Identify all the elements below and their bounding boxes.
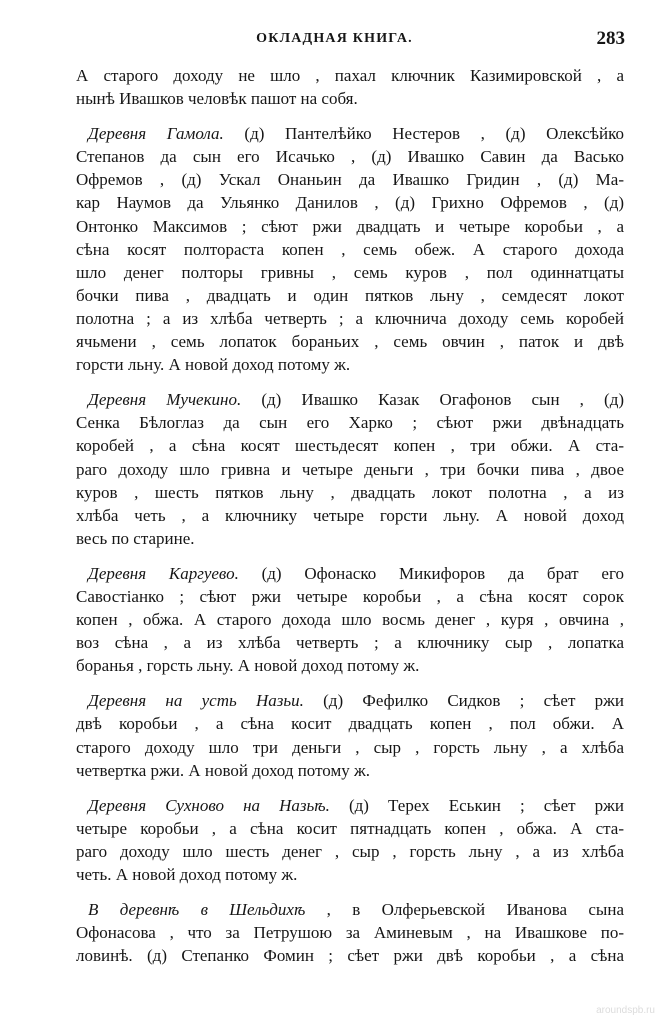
text-line: воз сѣна , а из хлѣба четверть ; а ключнику сыр , лопатка: [76, 633, 624, 653]
text-line: А старого доходу не шло , пахал ключник Казимировской , а: [76, 66, 624, 85]
text-line: [76, 794, 624, 817]
place-name: Деревня Сухново на Назьѣ.: [88, 795, 330, 815]
text-fragment: (д) Офонаско Микифоров да брат его: [238, 563, 624, 583]
paragraph: [76, 562, 624, 677]
text-fragment: (д) Терех Еськин ; сѣет ржи: [329, 795, 625, 815]
running-head: [0, 28, 669, 50]
text-line: нынѣ Ивашков человѣк пашот на собя.: [76, 89, 358, 109]
text-line: ячьмени , семь лопаток бораньих , семь овчин , паток и двѣ: [76, 332, 624, 352]
paragraph: [76, 388, 624, 550]
page-number: 283: [596, 28, 625, 49]
text-fragment: (д) Фефилко Сидков ; сѣет ржи: [303, 691, 624, 711]
paragraph: [76, 64, 624, 110]
body-text: [76, 64, 624, 967]
text-line: [76, 689, 624, 712]
text-line: шло денег полторы гривны , семь куров , пол одиннатцаты: [76, 262, 624, 282]
text-fragment: (д) Ивашко Казак Огафонов сын , (д): [241, 390, 624, 410]
place-name: Деревня Гамола.: [88, 124, 224, 144]
text-line: ловинѣ. (д) Степанко Фомин ; сѣет ржи двѣ коробьи , а сѣна: [76, 946, 624, 966]
text-line: бочки пива , двадцать и один пятков льну , семдесят локот: [76, 285, 624, 305]
text-line: весь по старине.: [76, 528, 195, 548]
text-line: раго доходу шло шесть денег , сыр , горсть льну , а из хлѣба: [76, 841, 624, 861]
text-line: Офремов , (д) Ускал Онаньин да Ивашко Гридин , (д) Ма-: [76, 170, 624, 190]
text-line: четь. А новой доход потому ж.: [76, 865, 298, 884]
text-line: куров , шесть пятков льну , двадцать локот полотна , а из: [76, 482, 624, 502]
text-line: Офонасова , что за Петрушою за Аминевым , на Ивашкове по-: [76, 923, 624, 943]
text-line: четыре коробьи , а сѣна косит пятнадцать копен , обжа. А ста-: [76, 818, 624, 838]
place-name: Деревня на усть Назьи.: [88, 691, 304, 711]
text-line: Сенка Бѣлоглаз да сын его Харко ; сѣют ржи двѣнадцать: [76, 413, 624, 433]
text-line: хлѣба четь , а ключнику четыре горсти льну. А новой доход: [76, 505, 624, 525]
text-fragment: (д) Пантелѣйко Нестеров , (д) Олексѣйко: [223, 124, 625, 144]
place-name: В деревнѣ в Шельдихѣ: [88, 900, 306, 920]
text-line: [76, 562, 624, 585]
text-line: [76, 122, 624, 145]
text-line: полотна ; а из хлѣба четверть ; а ключнича доходу семь коробей: [76, 308, 624, 328]
text-line: [76, 898, 624, 921]
text-line: боранья , горсть льну. А новой доход потому ж.: [76, 656, 420, 676]
paragraph: [76, 794, 624, 886]
paragraph: [76, 898, 624, 967]
text-line: [76, 388, 624, 411]
running-title: ОКЛАДНАЯ КНИГА.: [256, 31, 413, 46]
text-line: копен , обжа. А старого дохода шло восмь денег , куря , овчина ,: [76, 610, 624, 630]
text-line: Савостіанко ; сѣют ржи четыре коробьи , а сѣна косят сорок: [76, 586, 624, 606]
text-line: раго доходу шло гривна и четыре деньги , три бочки пива , двое: [76, 459, 624, 479]
text-line: двѣ коробьи , а сѣна косит двадцать копен , пол обжи. А: [76, 714, 624, 734]
paragraph: [76, 122, 624, 376]
text-line: коробей , а сѣна косят шестьдесят копен , три обжи. А ста-: [76, 436, 624, 456]
text-line: четвертка ржи. А новой доход потому ж.: [76, 760, 370, 780]
place-name: Деревня Каргуево.: [88, 563, 239, 583]
watermark: aroundspb.ru: [596, 1005, 655, 1016]
place-name: Деревня Мучекино.: [88, 390, 242, 410]
text-line: кар Наумов да Ульянко Данилов , (д) Грихно Офремов , (д): [76, 193, 624, 213]
text-line: Онтонко Максимов ; сѣют ржи двадцать и четыре коробьи , а: [76, 216, 624, 236]
text-fragment: , в Олферьевской Иванова сына: [305, 900, 624, 920]
text-line: сѣна косят полтораста копен , семь обеж. А старого дохода: [76, 239, 624, 259]
paragraph: [76, 689, 624, 781]
text-line: горсти льну. А новой доход потому ж.: [76, 355, 351, 375]
text-line: старого доходу шло три деньги , сыр , горсть льну , а хлѣба: [76, 737, 624, 757]
text-line: Степанов да сын его Исачько , (д) Ивашко Савин да Васько: [76, 147, 624, 167]
